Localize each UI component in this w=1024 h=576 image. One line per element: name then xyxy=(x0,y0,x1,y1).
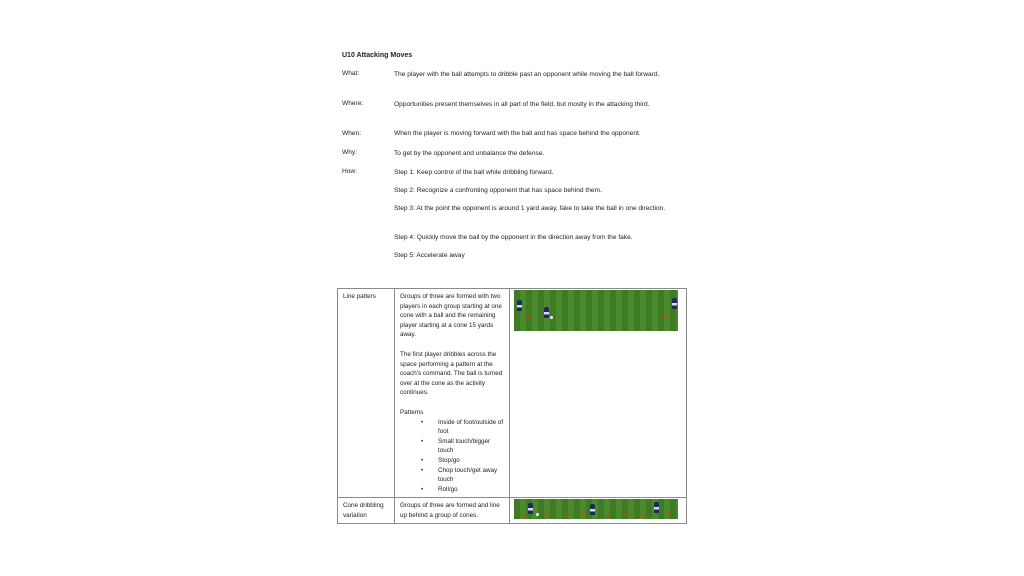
activity-table xyxy=(337,288,687,524)
cone-figure xyxy=(664,314,668,317)
activity-name: Cone dribbling variation xyxy=(343,502,384,519)
list-item: • Stop/go xyxy=(438,456,504,466)
why-text: To get by the opponent and unbalance the defense. xyxy=(394,150,545,157)
cone-figure xyxy=(642,514,646,517)
cone-figure xyxy=(526,316,530,319)
what-text: The player with the ball attempts to dribble past an opponent while moving the ball forward. xyxy=(394,71,660,78)
activity-name-cell xyxy=(338,289,395,498)
cone-figure xyxy=(624,512,628,515)
activity-description-cell xyxy=(395,498,510,524)
player-figure xyxy=(528,503,533,514)
step-1: Step 1: Keep control of the ball while dribbling forward. xyxy=(394,169,554,176)
activity-name-cell xyxy=(338,498,395,524)
cone-figure xyxy=(606,514,610,517)
table-row xyxy=(338,498,687,524)
patterns-list xyxy=(400,418,504,495)
step-2: Step 2: Recognize a confronting opponent that has space behind them. xyxy=(394,187,602,194)
what-label: What: xyxy=(342,70,360,77)
patterns-label: Patterns xyxy=(400,408,424,416)
list-item: • Small touch/bigger touch xyxy=(438,437,504,456)
how-label: How: xyxy=(342,168,358,175)
list-item: • Inside of foot/outside of foot xyxy=(438,418,504,437)
where-text: Opportunities present themselves in all part of the field, but mostly in the attacking third. xyxy=(394,101,650,108)
ball-figure xyxy=(536,513,539,516)
why-label: Why: xyxy=(342,149,358,156)
cone-figure xyxy=(582,512,586,515)
player-figure xyxy=(654,502,659,513)
description-paragraph: Groups of three are formed and line up behind a group of cones. xyxy=(400,502,500,519)
player-figure xyxy=(544,307,549,318)
player-figure xyxy=(517,300,522,311)
table-row xyxy=(338,289,687,498)
page-title: U10 Attacking Moves xyxy=(342,52,413,59)
activity-name: Line patters xyxy=(343,293,376,300)
description-paragraph: The first player dribbles across the space performing a pattern at the coach's command. The ball is turned over at the cone as the activity continues. xyxy=(400,350,503,397)
cone-dribbling-image xyxy=(514,499,678,519)
player-figure xyxy=(672,298,677,309)
step-4: Step 4: Quickly move the ball by the opponent in the direction away from the fake. xyxy=(394,234,633,241)
ball-figure xyxy=(550,316,553,319)
cone-figure xyxy=(546,512,550,515)
cone-figure xyxy=(522,514,526,517)
cone-figure xyxy=(564,514,568,517)
cone-figure xyxy=(666,512,670,515)
step-5: Step 5: Accelerate away xyxy=(394,252,465,259)
activity-diagram-cell xyxy=(510,498,687,524)
activity-description-cell xyxy=(395,289,510,498)
when-text: When the player is moving forward with the ball and has space behind the opponent. xyxy=(394,130,641,137)
list-item: • Roll/go xyxy=(438,485,504,495)
step-3: Step 3: At the point the opponent is around 1 yard away, fake to take the ball in one direction. xyxy=(394,205,666,212)
player-figure xyxy=(590,504,595,515)
line-patterns-image xyxy=(514,290,678,331)
description-paragraph: Groups of three are formed with two players in each group starting at one cone with a ball and the remaining player starting at a cone 15 yards away. xyxy=(400,293,502,339)
where-label: Where: xyxy=(342,100,364,107)
list-item: • Chop touch/get away touch xyxy=(438,466,504,485)
when-label: When: xyxy=(342,130,362,137)
activity-diagram-cell xyxy=(510,289,687,498)
